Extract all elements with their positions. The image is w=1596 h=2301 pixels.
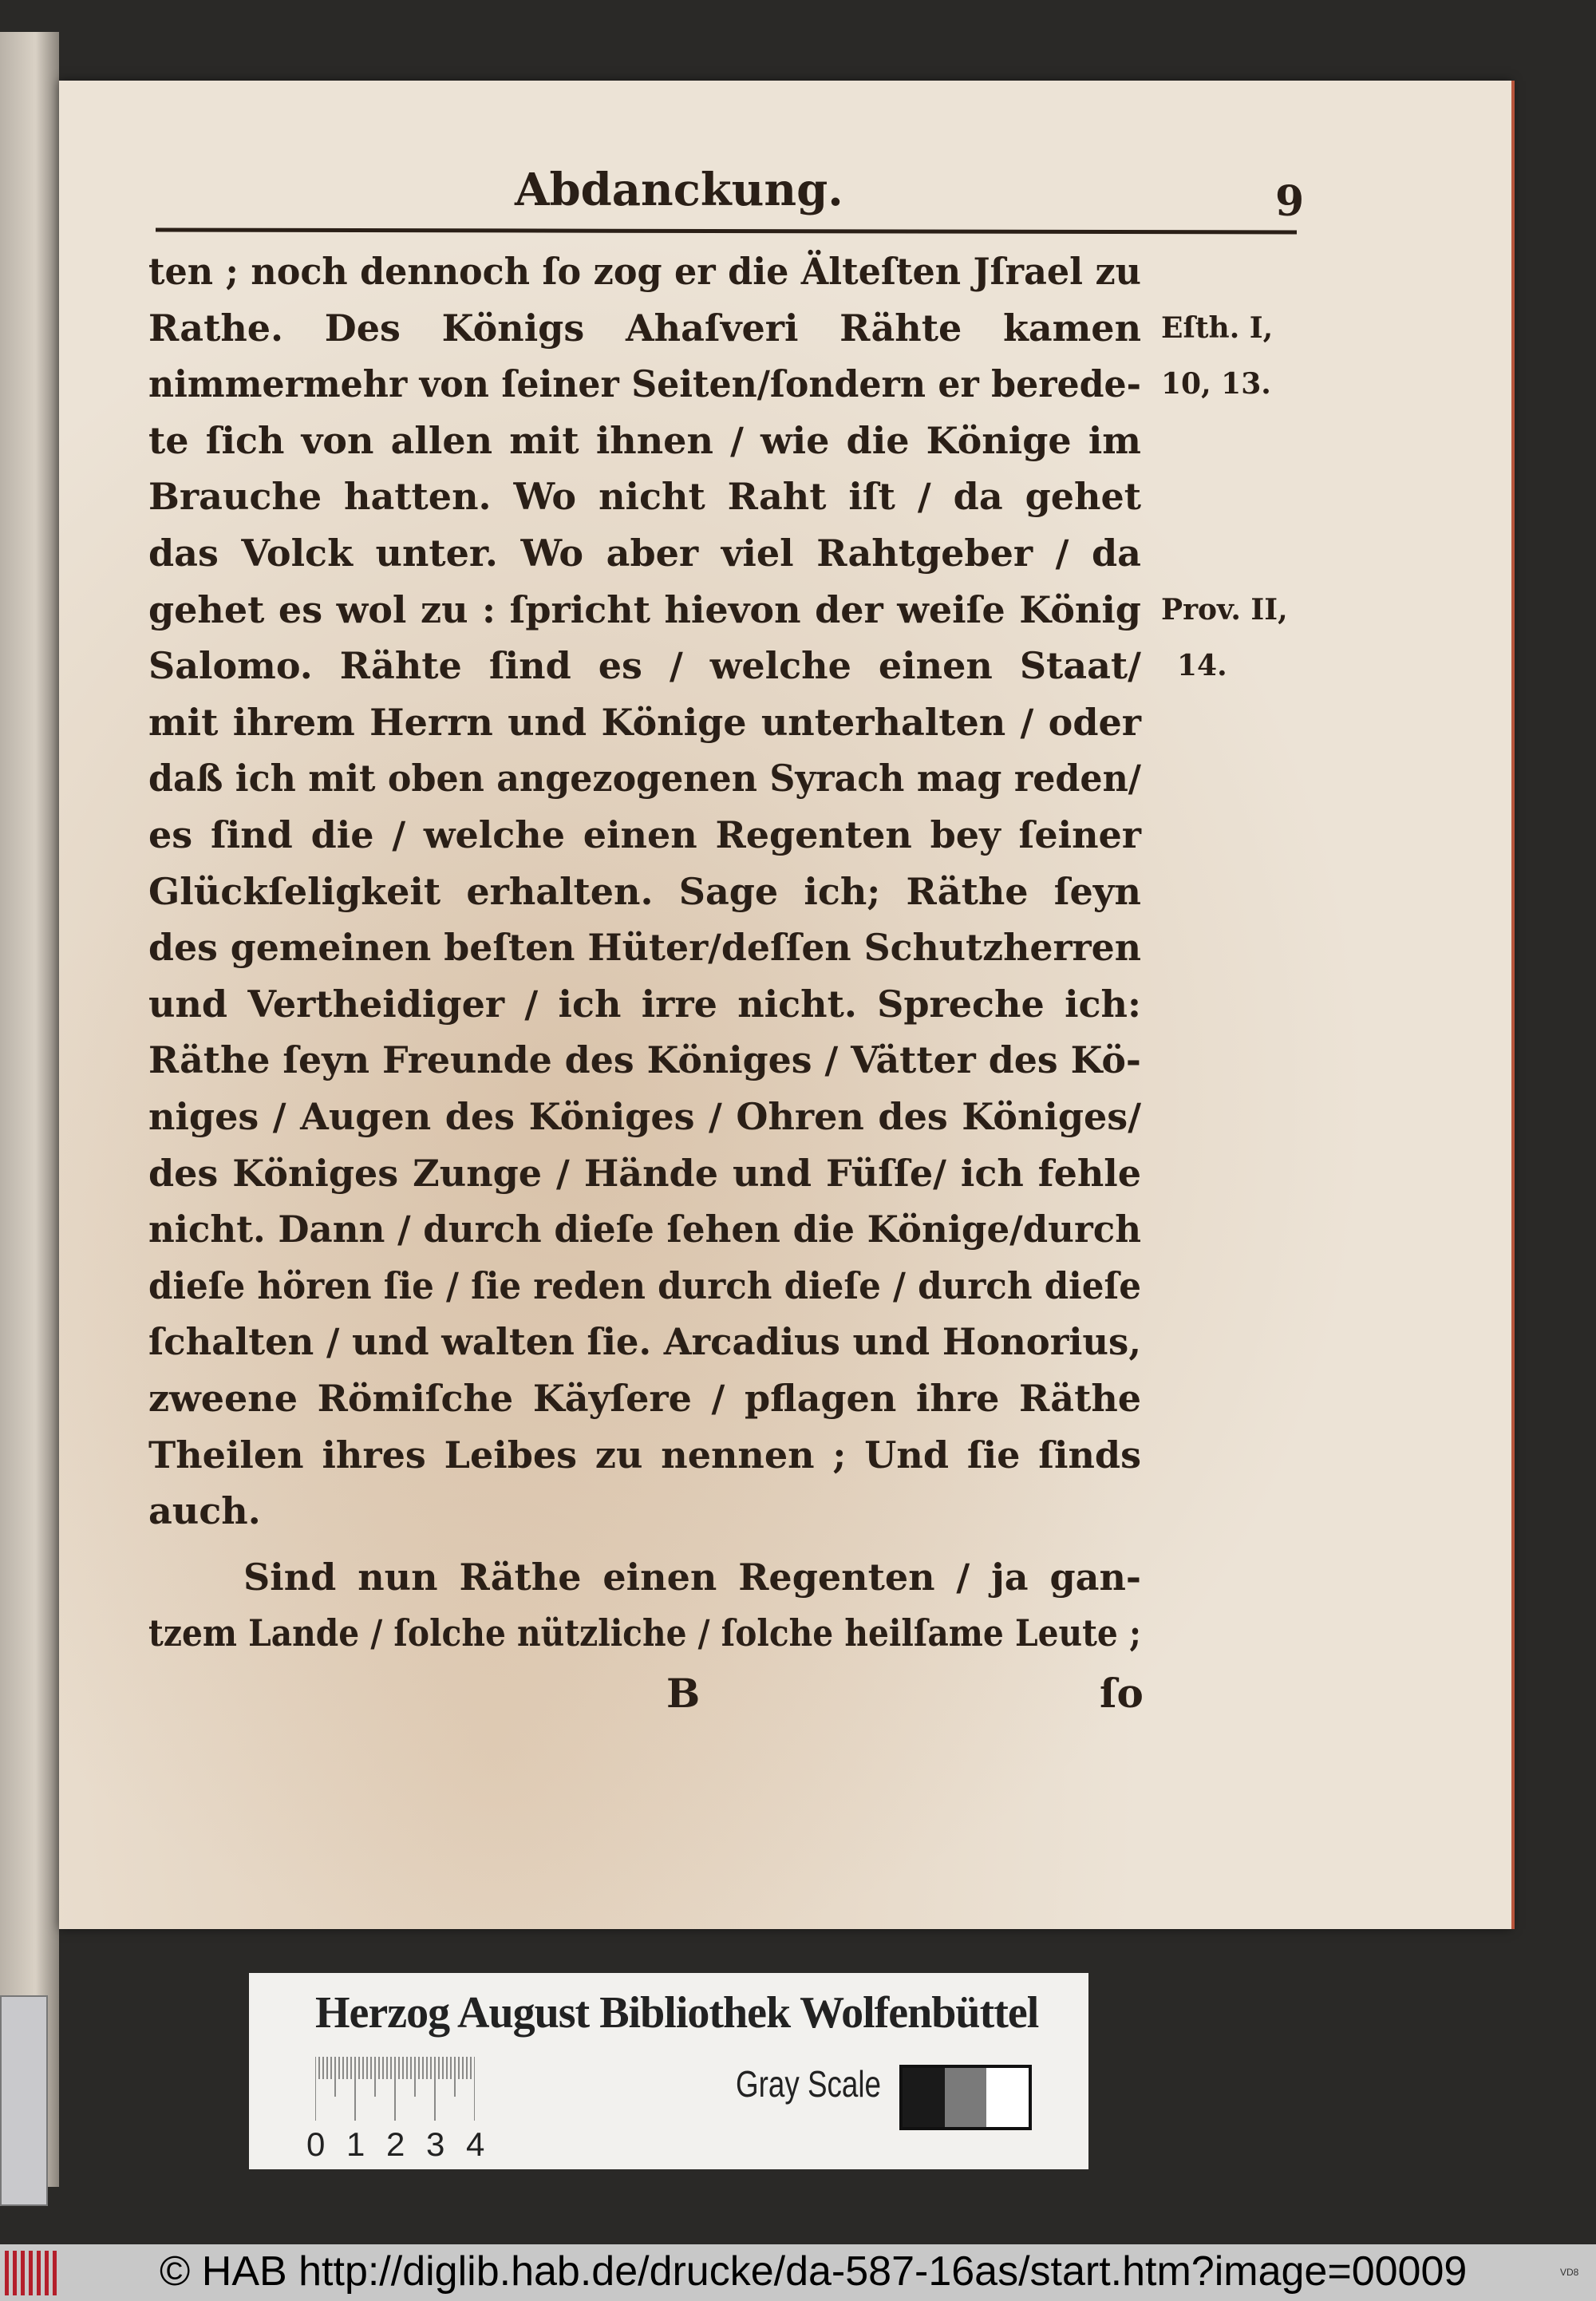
text-line: tzem Lande / ſolche nützliche / ſolche heilſame Leute ;	[148, 1611, 1142, 1655]
text-line: dieſe hören ſie / ſie reden durch dieſe / durch dieſe	[148, 1263, 1141, 1307]
previous-page-edge	[0, 32, 59, 2187]
text-line: des Königes Zunge / Hände und Füſſe/ ich fehle	[148, 1151, 1142, 1195]
text-line: und Vertheidiger / ich irre nicht. Spreche ich:	[148, 982, 1141, 1026]
text-line: nicht. Dann / durch dieſe ſehen die Könige/durch	[148, 1208, 1141, 1251]
text-line: es ſind die / welche einen Regenten bey ſeiner	[148, 813, 1142, 856]
catchword: ſo	[1100, 1670, 1144, 1717]
text-line: des gemeinen beſten Hüter/deſſen Schutzherren	[148, 926, 1141, 970]
text-line: te ſich von allen mit ihnen / wie die Könige im	[148, 418, 1141, 462]
text-line: Salomo. Rähte ſind es / welche einen Staat/	[148, 644, 1141, 688]
text-line: ten ; noch dennoch ſo zog er die Älteſten Jſrael zu	[148, 250, 1141, 293]
footer-bar	[0, 2244, 1596, 2301]
library-label-card	[249, 1973, 1088, 2169]
text-line: ſchalten / und walten ſie. Arcadius und Honorius,	[148, 1320, 1141, 1364]
margin-note: 10, 13.	[1161, 367, 1271, 401]
gray-scale-label: Gray Scale	[736, 2063, 882, 2105]
text-line: Räthe ſeyn Freunde des Königes / Vätter des Kö-	[148, 1038, 1141, 1082]
text-line: niges / Augen des Königes / Ohren des Königes/	[148, 1095, 1142, 1138]
text-line: das Volck unter. Wo aber viel Rahtgeber / da	[148, 532, 1141, 575]
gray-swatch	[986, 2068, 1029, 2127]
gray-swatch	[903, 2068, 945, 2127]
gray-swatch	[945, 2068, 987, 2127]
text-line: daß ich mit oben angezogenen Syrach mag reden/	[148, 757, 1141, 801]
footer-mark: VD8	[1560, 2267, 1579, 2278]
signature-mark: B	[666, 1670, 701, 1717]
running-head: Abdanckung.	[515, 164, 843, 216]
text-line: Glückſeligkeit erhalten. Sage ich; Räthe ſeyn	[148, 869, 1141, 913]
margin-note: Eſth. I,	[1161, 310, 1274, 345]
text-line: nimmermehr von ſeiner Seiten/ſondern er berede-	[148, 362, 1142, 406]
text-line: Sind nun Räthe einen Regenten / ja gan-	[243, 1555, 1141, 1599]
ruler-number: 1	[346, 2125, 365, 2163]
text-line: mit ihrem Herrn und Könige unterhalten / oder	[148, 700, 1141, 744]
text-line: auch.	[148, 1489, 261, 1533]
ruler-scale	[315, 2057, 475, 2121]
previous-page-label	[0, 1995, 48, 2206]
margin-note: Prov. II,	[1161, 592, 1288, 627]
margin-note: 14.	[1177, 649, 1227, 683]
text-line: Theilen ihres Leibes zu nennen ; Und ſie ſinds	[148, 1433, 1141, 1477]
ruler-number: 2	[386, 2125, 405, 2163]
ruler-number: 4	[466, 2125, 485, 2163]
ruler-number: 0	[306, 2125, 326, 2163]
text-line: zweene Römiſche Käyſere / pflagen ihre Räthe	[148, 1377, 1142, 1420]
text-line: gehet es wol zu : ſpricht hievon der weiſe König	[148, 587, 1141, 631]
text-line: Brauche hatten. Wo nicht Raht iſt / da gehet	[148, 475, 1142, 519]
page-number: 9	[1275, 177, 1305, 226]
hab-logo-icon	[5, 2251, 61, 2295]
ruler-number: 3	[426, 2125, 445, 2163]
gray-scale-patch	[899, 2065, 1032, 2130]
copyright-url[interactable]: © HAB http://diglib.hab.de/drucke/da-587-16as/start.htm?image=00009	[160, 2248, 1468, 2295]
library-name: Herzog August Bibliothek Wolfenbüttel	[315, 1988, 1039, 2038]
text-line: Rathe. Des Königs Ahaſveri Rähte kamen	[148, 306, 1142, 350]
